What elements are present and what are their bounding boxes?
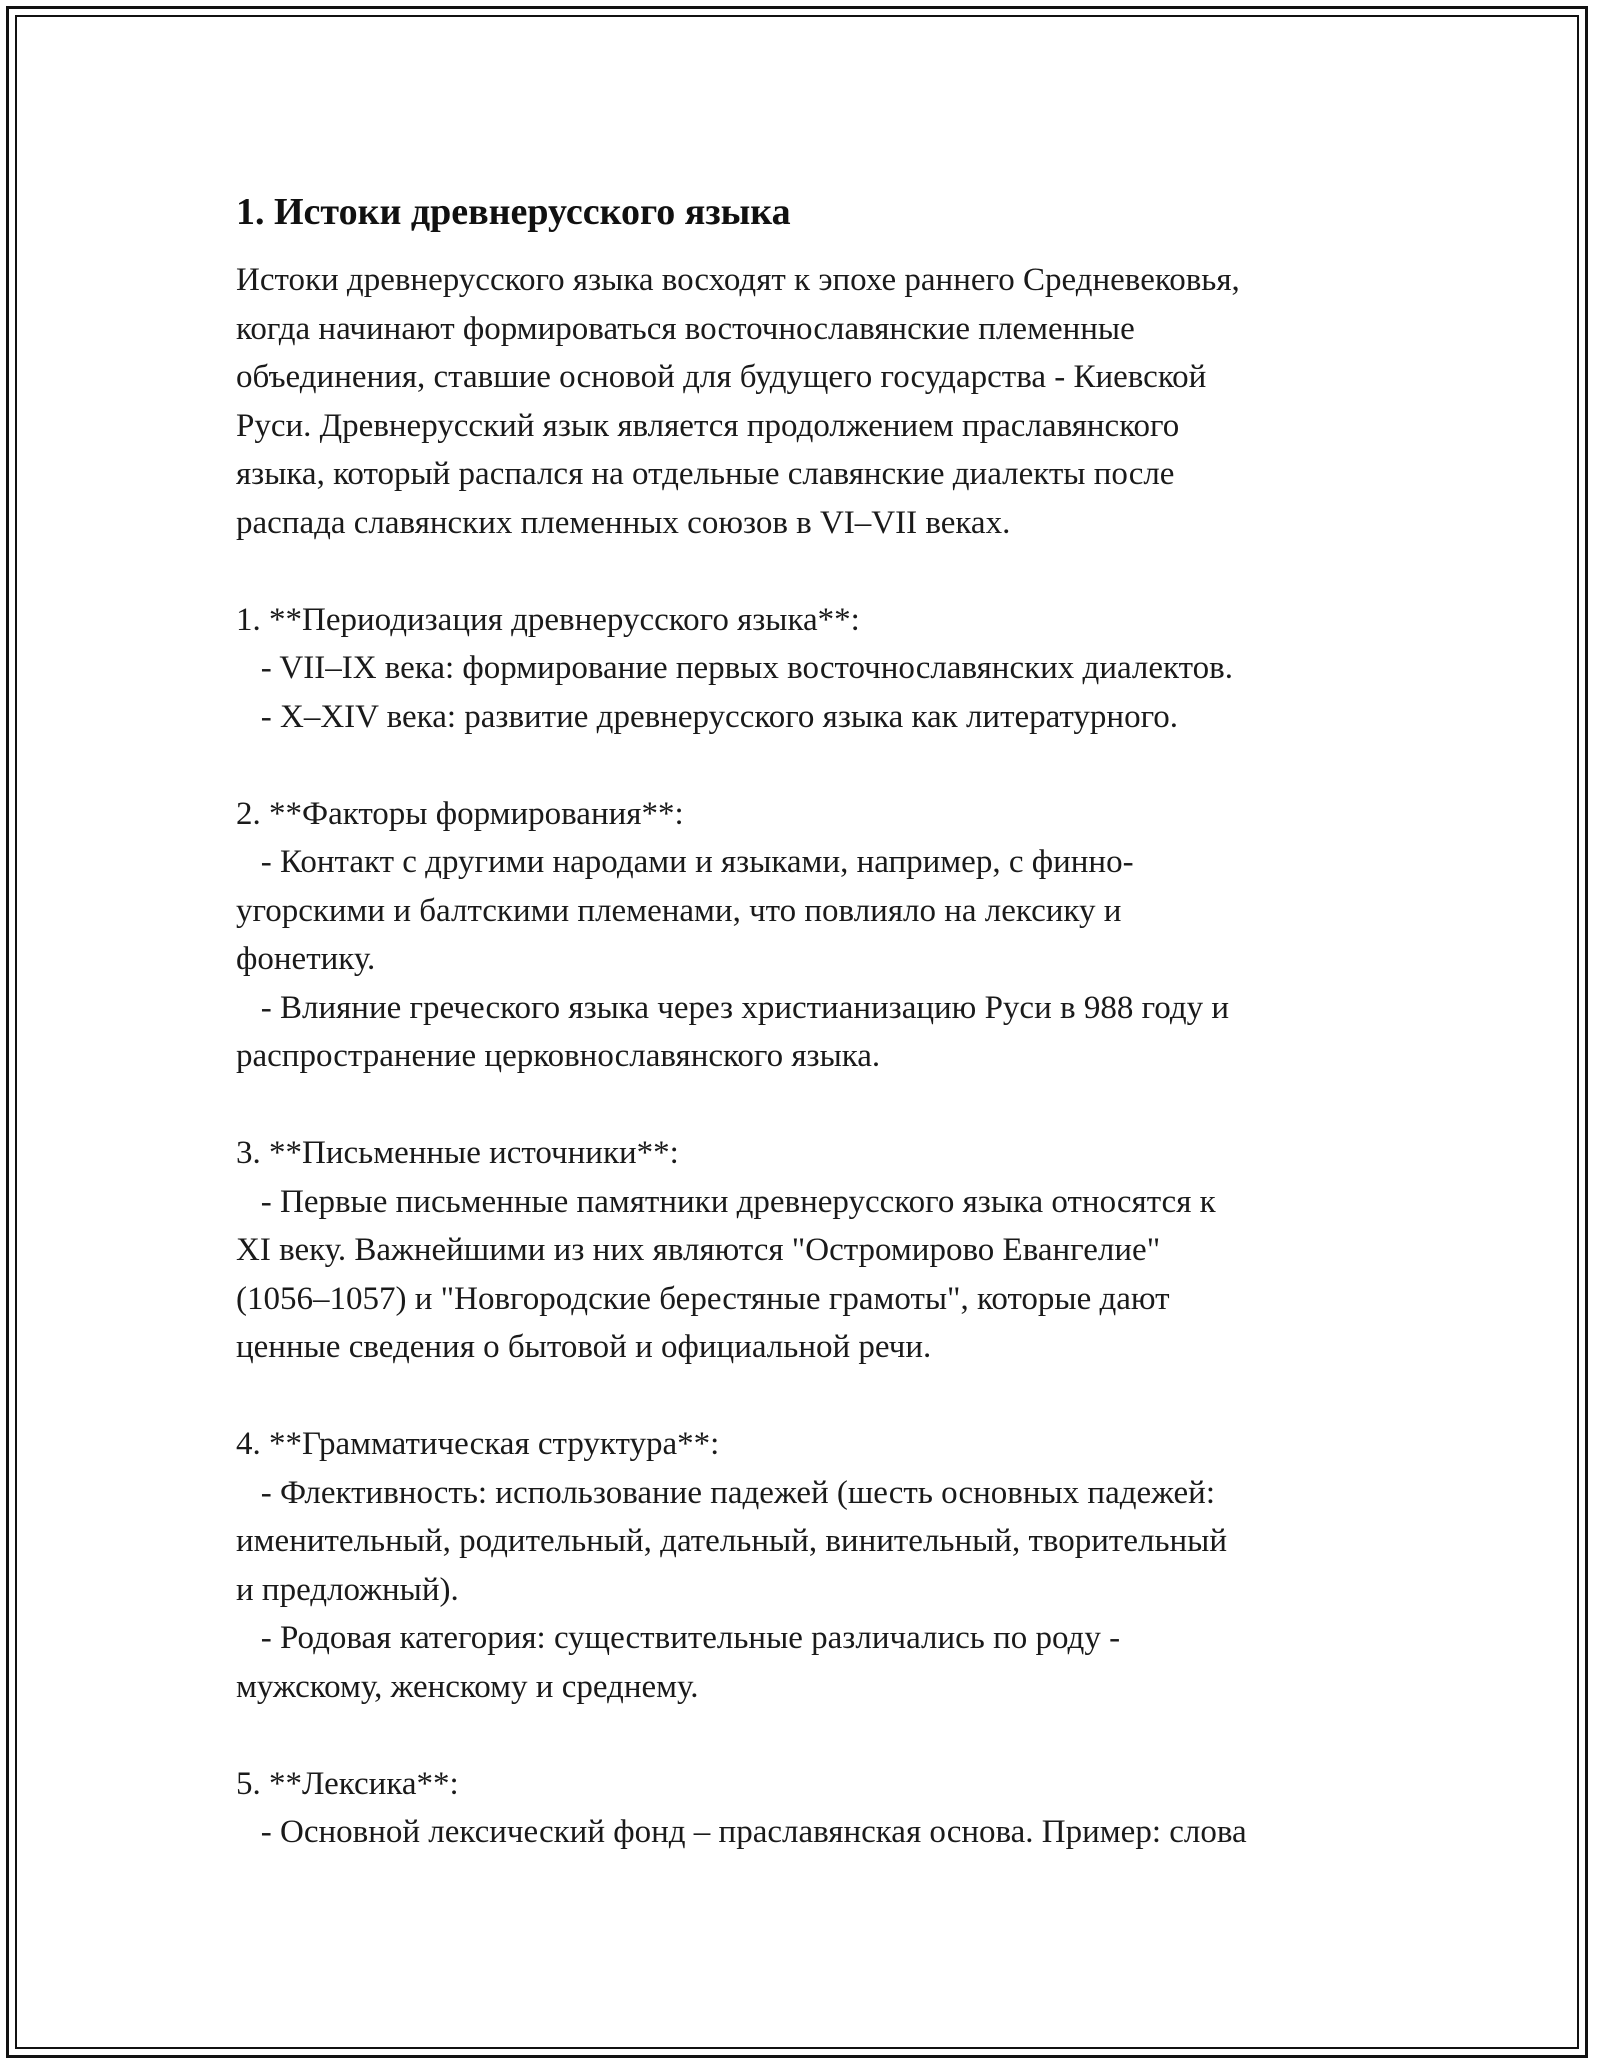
section-2-title: 2. **Факторы формирования**: [236, 795, 684, 832]
section-1-title: 1. **Периодизация древнерусского языка**: [236, 601, 860, 638]
spacer [236, 741, 1396, 790]
spacer [236, 1081, 1396, 1130]
section-2-body: - Контакт с другими народами и языками, например, с финно- угорскими и балтскими племенами, что повлияло на лексику и фонетику. - Влияние греческого языка через христианизацию Руси в 988 году и распространение церковнославянского языка. [236, 844, 1230, 1074]
page-title: 1. Истоки древнерусского языка [236, 191, 791, 233]
section-5-title: 5. **Лексика**: [236, 1765, 459, 1802]
section-4-title: 4. **Грамматическая структура**: [236, 1426, 720, 1462]
section-3-title: 3. **Письменные источники**: [236, 1135, 679, 1171]
spacer [236, 1372, 1396, 1421]
section-1-body: - VII–IX века: формирование первых восточнославянских диалектов. - X–XIV века: развитие древнерусского языка как литературного. [260, 650, 1233, 735]
section-3-body: - Первые письменные памятники древнерусского языка относятся к XI веку. Важнейшими из них являются "Остромирово Евангелие" (1056–1057) и "Новгородские берестяные грамоты", которые дают ценные сведения о бытовой и официальной речи. [236, 1183, 1216, 1365]
spacer [236, 1711, 1396, 1760]
intro-paragraph: Истоки древнерусского языка восходят к эпохе раннего Средневековья, когда начинают формироваться восточнославянские племенные объединения, ставшие основой для будущего государства - Киевской Руси. Древнерусский язык является продолжением праславянского языка, который распался на отдельные славянские диалекты после распада славянских племенных союзов в VI–VII веках. [236, 262, 1240, 541]
section-4-body: - Флективность: использование падежей (шесть основных падежей: именительный, родительный, дательный, винительный, творительный и предложный). - Родовая категория: существительные различались по роду - мужскому, женскому и среднему. [236, 1474, 1227, 1705]
section-5-body: - Основной лексический фонд – праславянская основа. Пример: слова [236, 1814, 1247, 1850]
spacer [236, 547, 1396, 596]
document-body [236, 186, 1396, 1857]
